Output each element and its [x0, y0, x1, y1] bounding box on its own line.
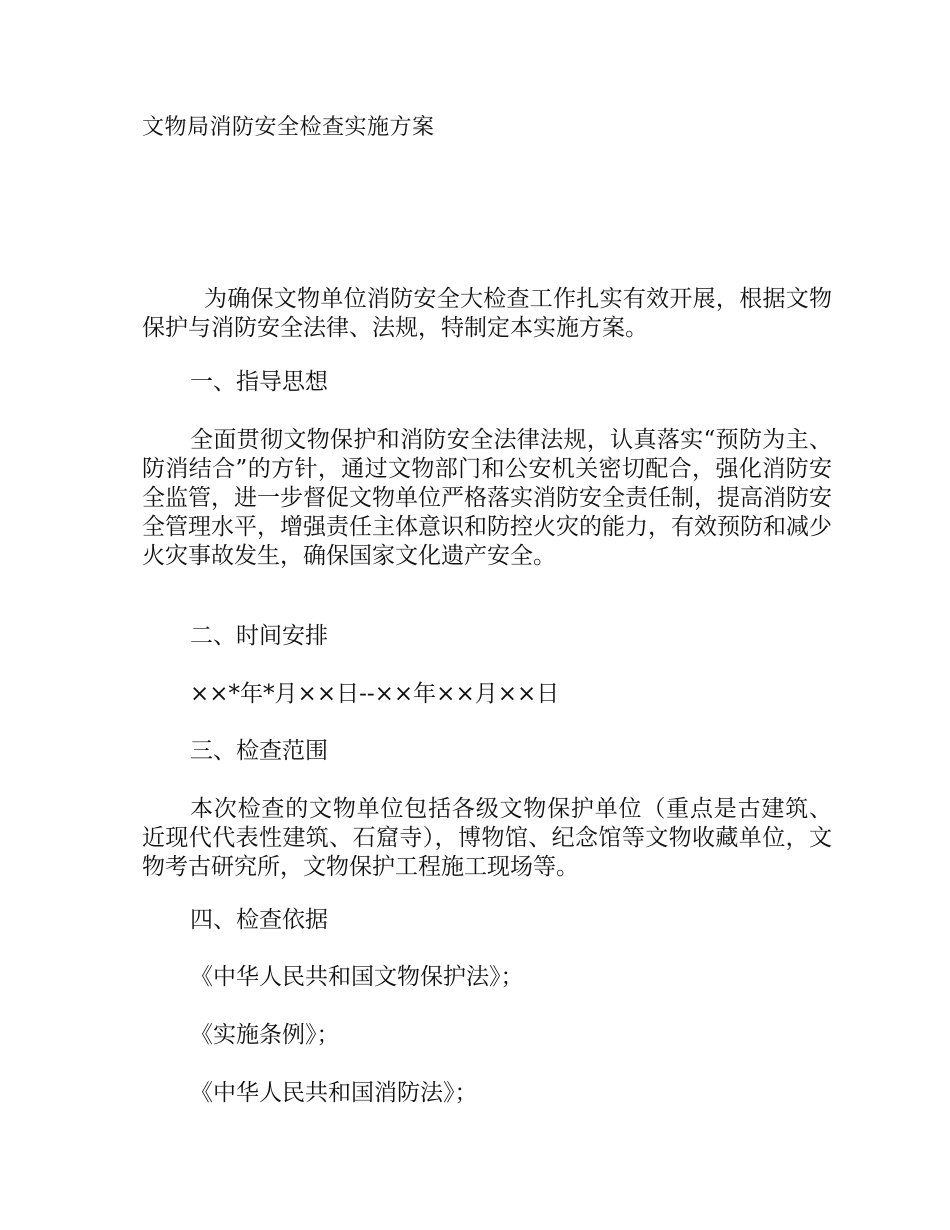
intro-paragraph: 为确保文物单位消防安全大检查工作扎实有效开展，根据文物保护与消防安全法律、法规，特制定本实施方案。 [142, 286, 832, 341]
section-heading-basis: 四、检查依据 [190, 907, 328, 933]
basis-item: 《实施条例》； [190, 1022, 340, 1048]
section-heading-scope: 三、检查范围 [190, 738, 328, 764]
basis-item: 《中华人民共和国消防法》； [190, 1080, 478, 1106]
basis-item: 《中华人民共和国文物保护法》； [190, 964, 524, 990]
document-title: 文物局消防安全检查实施方案 [142, 115, 435, 140]
section-paragraph-guiding-ideology: 全面贯彻文物保护和消防安全法律法规，认真落实“预防为主、防消结合”的方针，通过文物部门和公安机关密切配合，强化消防安全监管，进一步督促文物单位严格落实消防安全责任制，提高消防安全管理水平，增强责任主体意识和防控火灾的能力，有效预防和减少火灾事故发生，确保国家文化遗产安全。 [142, 427, 832, 569]
section-paragraph-scope: 本次检查的文物单位包括各级文物保护单位（重点是古建筑、近现代代表性建筑、石窟寺），博物馆、纪念馆等文物收藏单位，文物考古研究所，文物保护工程施工现场等。 [142, 796, 832, 880]
section-paragraph-schedule: ××*年*月××日--××年××月××日 [190, 681, 560, 707]
section-heading-guiding-ideology: 一、指导思想 [190, 369, 328, 395]
section-heading-schedule: 二、时间安排 [190, 623, 328, 649]
